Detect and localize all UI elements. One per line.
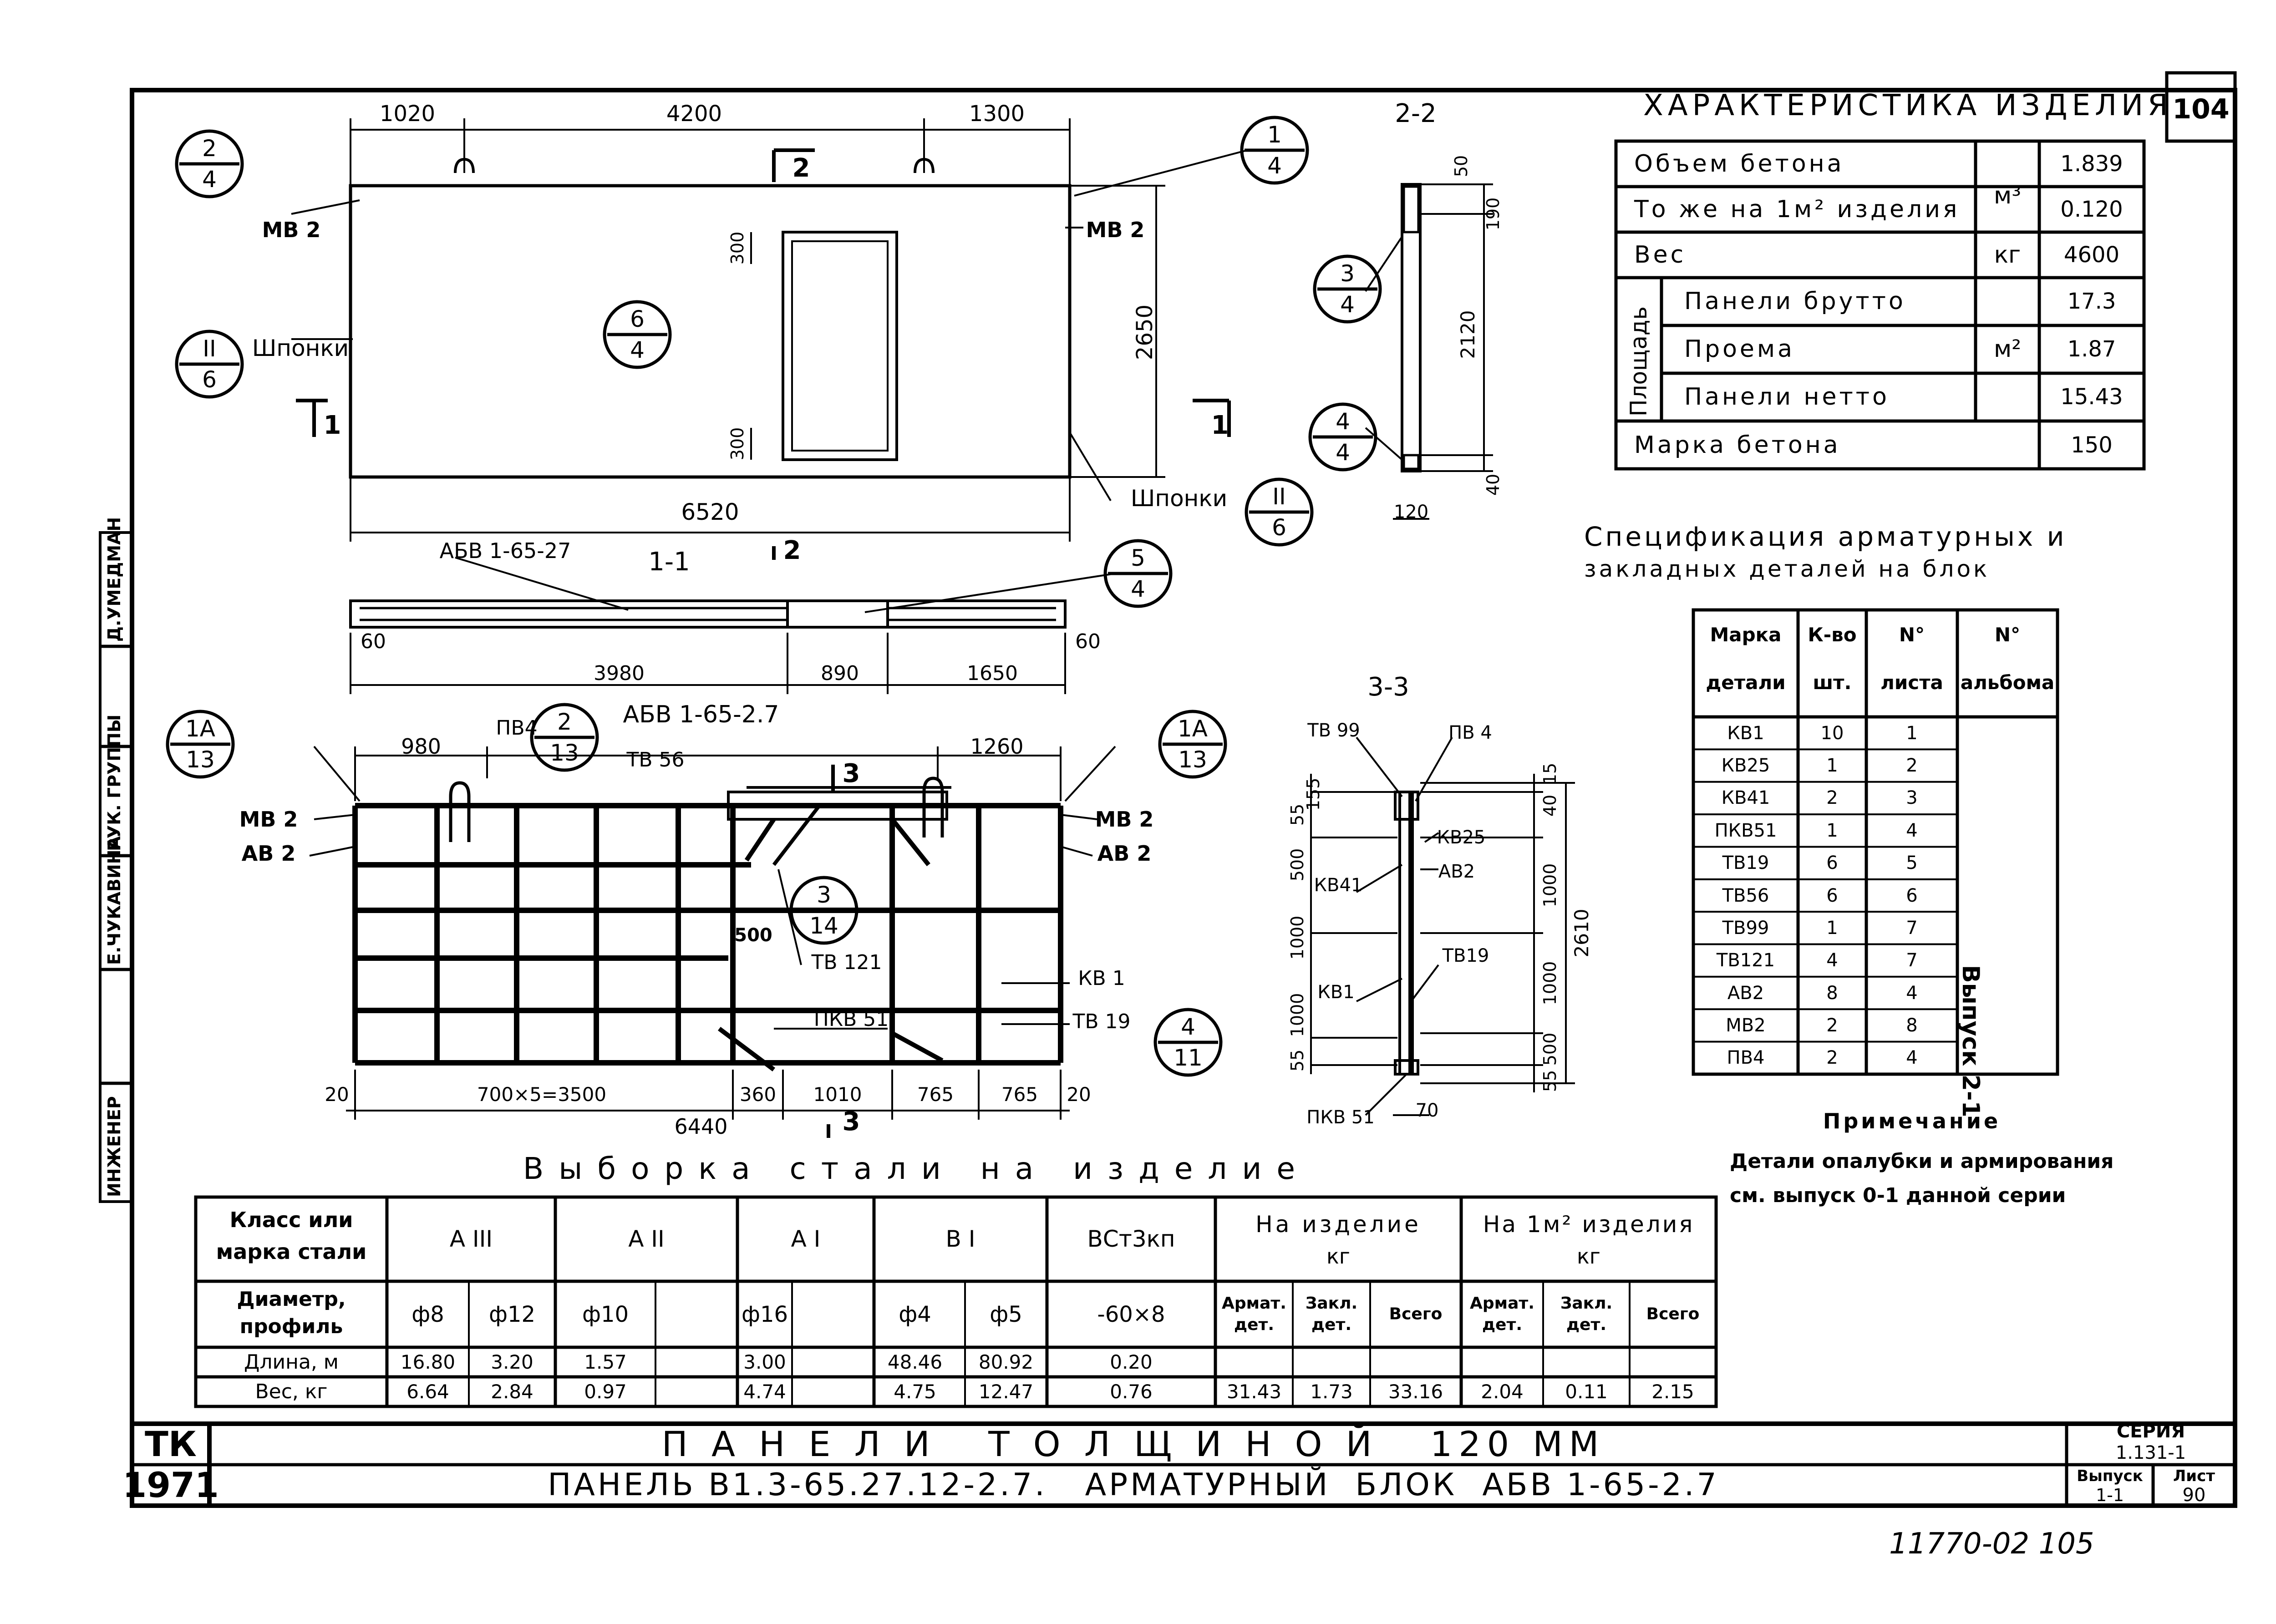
spec-cell-3-2: 4 (1906, 820, 1918, 841)
steel-total-2: 33.16 (1388, 1380, 1443, 1403)
dim-500: 500 (734, 925, 772, 946)
spec-cell-7-0: ТВ121 (1716, 950, 1775, 971)
char-label-1: То же на 1м² изделия (1634, 196, 1960, 223)
label-ab2-arm-left: АВ 2 (241, 841, 296, 866)
steel-diam-8: -60×8 (1097, 1302, 1165, 1327)
label-tb56: ТВ 56 (626, 748, 685, 771)
callout-sheet-12: 11 (1174, 1045, 1203, 1071)
char-value-3: 17.3 (2067, 289, 2116, 314)
dim-2-2-190: 190 (1483, 197, 1503, 231)
steel-weight-0: 6.64 (406, 1380, 449, 1403)
dim-1-1-4: 60 (1075, 630, 1101, 653)
panel-opening (783, 232, 897, 460)
callout-sheet-8: 13 (186, 746, 215, 773)
label-ab2-arm-right: АВ 2 (1097, 841, 1152, 866)
note-line-2: см. выпуск 0-1 данной серии (1730, 1184, 2066, 1207)
callout-sheet-3: 6 (202, 366, 217, 393)
dim-3-3-left-1: 155 (1303, 777, 1323, 811)
steel-length-4: 3.00 (743, 1351, 786, 1373)
callout-num-3: II (203, 335, 216, 362)
label-section-3-3: 3-3 (1367, 672, 1409, 702)
spec-cell-10-0: ПВ4 (1727, 1047, 1765, 1069)
label-3-3-0: ТВ 99 (1307, 720, 1360, 741)
spec-header-0-a: Марка (1710, 624, 1782, 646)
callout-sheet-2: 4 (630, 337, 645, 363)
steel-total-5: 2.15 (1651, 1380, 1694, 1403)
panel-elevation (351, 186, 1070, 477)
label-pb4: ПВ4 (496, 716, 538, 740)
sheet-frame (132, 90, 2235, 1506)
callout-num-7: 4 (1336, 408, 1350, 435)
spec-cell-1-1: 1 (1826, 755, 1838, 776)
spec-cell-8-2: 4 (1906, 982, 1918, 1004)
spec-header-3-b: альбома (1960, 671, 2055, 694)
char-unit-m2: м² (1993, 335, 2022, 363)
spec-header-1-b: шт. (1813, 671, 1852, 694)
spec-cell-10-2: 4 (1906, 1047, 1918, 1069)
char-value-1: 0.120 (2060, 197, 2123, 222)
spec-cell-3-0: ПКВ51 (1714, 820, 1777, 841)
steel-total-3: 2.04 (1481, 1380, 1524, 1403)
label-mb2-left: МВ 2 (262, 218, 321, 242)
dim-arm-bot-3: 1010 (813, 1083, 862, 1106)
dim-3-3-right-2: 1000 (1540, 863, 1560, 908)
title-org: ТК (145, 1424, 197, 1464)
spec-title-1: Спецификация арматурных и (1584, 521, 2067, 552)
stamp-name-2: Д.УМЕДМАН (104, 517, 124, 642)
dim-2-2-50: 50 (1451, 155, 1471, 178)
spec-header-2-a: N° (1899, 624, 1925, 646)
steel-weight-6: 4.75 (894, 1380, 936, 1403)
dim-3-3-left-5: 55 (1287, 1049, 1307, 1072)
steel-diam-label-2: профиль (239, 1315, 343, 1338)
dim-3-3-right-4: 500 (1540, 1032, 1560, 1066)
stamp-name-1: Е.ЧУКАВИНА (104, 836, 124, 965)
callout-sheet-0: 4 (202, 166, 217, 193)
section-mark-1-right: 1 (1211, 411, 1229, 440)
dim-arm-bot-4: 765 (917, 1083, 954, 1106)
label-mb2-arm-right: МВ 2 (1095, 807, 1154, 832)
callout-sheet-10: 13 (1178, 746, 1207, 773)
label-section-2-2: 2-2 (1395, 99, 1437, 128)
dim-3-3-right-1: 40 (1540, 794, 1560, 817)
steel-diam-0: ф8 (412, 1302, 444, 1327)
dim-1-1-0: 60 (361, 630, 386, 653)
spec-cell-9-0: МВ2 (1726, 1015, 1766, 1036)
steel-length-label: Длина, м (244, 1350, 339, 1374)
dim-arm-980: 980 (401, 734, 441, 759)
callout-num-2: 6 (630, 306, 645, 332)
char-label-0: Объем бетона (1634, 150, 1844, 178)
callout-num-6: 3 (1340, 260, 1355, 287)
steel-title: В ы б о р к а с т а л и н а и з д е л и е (523, 1151, 1298, 1186)
callout-num-8: 1А (185, 716, 216, 742)
char-unit-kg: кг (1994, 241, 2021, 269)
steel-sub-5: Всего (1646, 1304, 1700, 1324)
steel-sub-1: Закл. дет. (1305, 1294, 1358, 1334)
callout-num-5: 5 (1131, 545, 1145, 571)
dim-width: 6520 (681, 499, 739, 525)
steel-on-m2-2: кг (1577, 1244, 1600, 1269)
dim-arm-bot-6: 20 (1067, 1083, 1091, 1106)
callout-sheet-6: 4 (1340, 291, 1355, 318)
dim-2-2-120: 120 (1393, 502, 1429, 523)
section-1-1 (351, 601, 1065, 627)
stamp-head: РУК. ГРУППЫ (104, 714, 124, 851)
char-unit-m3: м³ (1993, 182, 2022, 209)
dim-2-2-2120: 2120 (1457, 310, 1479, 359)
callout-num-10: 1А (1177, 716, 1208, 742)
seria-value: 1.131-1 (2115, 1442, 2186, 1463)
dim-3-3-right-0: 15 (1540, 762, 1560, 785)
label-mb2-arm-left: МВ 2 (239, 807, 298, 832)
spec-header-0-b: детали (1706, 671, 1786, 694)
steel-total-4: 0.11 (1565, 1380, 1608, 1403)
dim-top-3: 1300 (969, 101, 1025, 127)
steel-length-8: 0.20 (1110, 1351, 1153, 1373)
spec-cell-3-1: 1 (1826, 820, 1838, 841)
callout-num-12: 4 (1181, 1014, 1195, 1040)
steel-diam-4: ф16 (741, 1302, 788, 1327)
dim-3-3-right-5: 55 (1540, 1070, 1560, 1092)
dim-3-3-left-0: 500 (1287, 848, 1307, 882)
title-sub: ПАНЕЛЬ В1.3-65.27.12-2.7. АРМАТУРНЫЙ БЛОК АБВ 1-65-2.7 (548, 1467, 1719, 1503)
steel-on-item-1: На изделие (1255, 1211, 1421, 1238)
dim-top-1: 1020 (379, 101, 436, 127)
spec-cell-0-2: 1 (1906, 722, 1918, 744)
steel-diam-2: ф10 (582, 1302, 629, 1327)
spec-cell-0-1: 10 (1820, 722, 1844, 744)
callout-num-4: II (1272, 483, 1286, 510)
label-shponki-right: Шпонки (1130, 485, 1228, 512)
dim-1-1-1: 3980 (594, 662, 645, 685)
dim-3-3-left-4: 1000 (1287, 993, 1307, 1037)
callout-num-9: 2 (557, 709, 572, 735)
dim-300-a: 300 (727, 231, 747, 265)
steel-diam-6: ф4 (899, 1302, 931, 1327)
spec-cell-9-1: 2 (1826, 1015, 1838, 1036)
section-mark-2: 2 (792, 153, 810, 183)
steel-weight-4: 4.74 (743, 1380, 786, 1403)
dim-3-3-right-3: 1000 (1540, 961, 1560, 1005)
steel-weight-2: 0.97 (584, 1380, 627, 1403)
spec-cell-0-0: КВ1 (1727, 722, 1764, 744)
label-3-3-5: ТВ19 (1442, 945, 1489, 966)
steel-weight-1: 2.84 (491, 1380, 533, 1403)
steel-group-0: А III (449, 1226, 493, 1252)
spec-cell-7-2: 7 (1906, 950, 1918, 971)
spec-cell-4-0: ТВ19 (1722, 853, 1769, 874)
spec-cell-5-2: 6 (1906, 885, 1918, 906)
label-tb19: ТВ 19 (1072, 1010, 1131, 1033)
steel-length-0: 16.80 (400, 1351, 456, 1373)
label-abv: АБВ 1-65-27 (439, 538, 571, 563)
steel-diam-label-1: Диаметр, (237, 1288, 346, 1311)
callout-sheet-1: 4 (1267, 152, 1282, 179)
dim-arm-bot-0: 20 (325, 1083, 349, 1106)
spec-header-3-a: N° (1994, 624, 2021, 646)
spec-cell-9-2: 8 (1906, 1015, 1918, 1036)
callout-num-0: 2 (202, 135, 217, 162)
steel-group-2: А I (791, 1226, 821, 1252)
dim-3-3-bottom: 70 (1415, 1100, 1439, 1121)
steel-sub-0: Армат. дет. (1222, 1294, 1286, 1334)
char-value-5: 15.43 (2060, 384, 2123, 410)
label-3-3-1: ПВ 4 (1448, 722, 1492, 743)
label-3-3-7: ПКВ 51 (1306, 1107, 1375, 1128)
spec-cell-10-1: 2 (1826, 1047, 1838, 1069)
dim-2-2-40: 40 (1483, 473, 1503, 496)
rebar-grid (355, 806, 1061, 1063)
stamp-engineer: ИНЖЕНЕР (104, 1096, 124, 1197)
spec-cell-6-0: ТВ99 (1722, 917, 1769, 939)
note-title: Примечание (1823, 1109, 2001, 1133)
label-kb1: КВ 1 (1078, 967, 1125, 990)
label-3-3-6: КВ1 (1317, 982, 1355, 1003)
spec-cell-7-1: 4 (1826, 950, 1838, 971)
steel-group-3: В I (945, 1226, 975, 1252)
spec-cell-5-1: 6 (1826, 885, 1838, 906)
bottom-note: 11770-02 105 (1889, 1527, 2094, 1561)
section-mark-3-bot: 3 (842, 1107, 860, 1137)
steel-weight-7: 12.47 (978, 1380, 1034, 1403)
label-3-3-4: КВ41 (1314, 875, 1363, 896)
label-pkb51: ПКВ 51 (813, 1008, 889, 1031)
section-mark-2-bottom: 2 (783, 536, 801, 565)
callout-sheet-9: 13 (550, 740, 579, 766)
steel-length-2: 1.57 (584, 1351, 627, 1373)
label-section-1-1: 1-1 (648, 547, 690, 577)
steel-total-0: 31.43 (1226, 1380, 1282, 1403)
spec-cell-6-2: 7 (1906, 917, 1918, 939)
char-label-6: Марка бетона (1634, 431, 1841, 459)
callout-sheet-11: 14 (809, 913, 838, 939)
vypusk-value: 1-1 (2095, 1485, 2124, 1505)
steel-on-m2-1: На 1м² изделия (1483, 1211, 1695, 1238)
char-value-4: 1.87 (2067, 336, 2116, 362)
dim-arm-bot-5: 765 (1001, 1083, 1038, 1106)
char-label-3: Панели брутто (1684, 288, 1906, 315)
spec-cell-1-2: 2 (1906, 755, 1918, 776)
dim-3-3-left-3: 1000 (1287, 915, 1307, 960)
char-area-label: Площадь (1626, 306, 1652, 416)
steel-sub-2: Всего (1389, 1304, 1443, 1324)
title-year: 1971 (122, 1465, 219, 1505)
dim-arm-total: 6440 (674, 1114, 728, 1139)
steel-diam-7: ф5 (990, 1302, 1022, 1327)
callout-num-11: 3 (817, 882, 831, 908)
section-mark-3-top: 3 (842, 759, 860, 788)
seria-label: СЕРИЯ (2116, 1421, 2185, 1442)
dim-1-1-2: 890 (821, 662, 859, 685)
note-line-1: Детали опалубки и армирования (1730, 1150, 2114, 1173)
steel-total-1: 1.73 (1310, 1380, 1353, 1403)
char-value-2: 4600 (2063, 242, 2120, 268)
label-abv2: АБВ 1-65-2.7 (623, 701, 779, 728)
callout-sheet-5: 4 (1131, 576, 1145, 602)
char-value-6: 150 (2071, 432, 2113, 458)
label-3-3-3: АВ2 (1438, 861, 1475, 882)
spec-header-2-b: листа (1880, 671, 1943, 694)
spec-cell-2-0: КВ41 (1721, 787, 1770, 809)
label-shponki-left: Шпонки (252, 335, 349, 361)
dim-top-2: 4200 (666, 101, 722, 127)
spec-cell-6-1: 1 (1826, 917, 1838, 939)
dim-300-b: 300 (727, 427, 747, 461)
steel-weight-label: Вес, кг (255, 1380, 328, 1403)
list-label: Лист (2173, 1467, 2215, 1485)
callout-num-1: 1 (1267, 122, 1282, 148)
dim-arm-bot-1: 700×5=3500 (477, 1083, 607, 1106)
dim-3-3-total: 2610 (1570, 908, 1593, 958)
label-tb121: ТВ 121 (811, 951, 882, 974)
callout-sheet-7: 4 (1336, 439, 1350, 466)
spec-cell-5-0: ТВ56 (1722, 885, 1769, 906)
list-value: 90 (2182, 1485, 2206, 1506)
spec-cell-8-1: 8 (1826, 982, 1838, 1004)
sheet-number: 104 (2172, 93, 2230, 125)
dim-1-1-3: 1650 (967, 662, 1018, 685)
steel-sub-3: Армат. дет. (1470, 1294, 1534, 1334)
dim-arm-1260: 1260 (970, 734, 1024, 759)
steel-class-label-2: марка стали (216, 1239, 367, 1264)
spec-header-1-a: К-во (1808, 624, 1857, 646)
steel-diam-1: ф12 (488, 1302, 536, 1327)
spec-album: Выпуск 2-1 (1957, 965, 1984, 1117)
steel-class-label-1: Класс или (229, 1208, 353, 1232)
characteristics-title: ХАРАКТЕРИСТИКА ИЗДЕЛИЯ (1643, 89, 2173, 122)
callout-sheet-4: 6 (1272, 514, 1286, 541)
title-main: П А Н Е Л И Т О Л Щ И Н О Й 120 ММ (661, 1424, 1605, 1464)
spec-cell-8-0: АВ2 (1727, 982, 1764, 1004)
section-mark-1-left: 1 (323, 411, 341, 440)
spec-cell-4-1: 6 (1826, 853, 1838, 874)
spec-title-2: закладных деталей на блок (1584, 556, 1990, 582)
steel-group-1: А II (628, 1226, 665, 1252)
steel-weight-8: 0.76 (1110, 1380, 1153, 1403)
char-value-0: 1.839 (2060, 151, 2123, 177)
label-3-3-2: КВ25 (1437, 827, 1486, 848)
steel-length-7: 80.92 (978, 1351, 1034, 1373)
label-mb2-right: МВ 2 (1086, 218, 1145, 242)
char-label-5: Панели нетто (1684, 383, 1890, 411)
spec-cell-2-2: 3 (1906, 787, 1918, 809)
steel-group-4: ВСт3кп (1087, 1226, 1175, 1252)
steel-length-1: 3.20 (491, 1351, 533, 1373)
spec-cell-2-1: 2 (1826, 787, 1838, 809)
spec-cell-1-0: КВ25 (1721, 755, 1770, 776)
char-label-2: Вес (1634, 241, 1687, 269)
spec-cell-4-2: 5 (1906, 853, 1918, 874)
steel-length-6: 48.46 (887, 1351, 943, 1373)
vypusk-label: Выпуск (2077, 1467, 2143, 1485)
dim-height: 2650 (1132, 304, 1158, 360)
dim-arm-bot-2: 360 (739, 1083, 777, 1106)
char-label-4: Проема (1684, 335, 1795, 363)
steel-sub-4: Закл. дет. (1560, 1294, 1613, 1334)
dim-3-3-left-2: 55 (1287, 803, 1307, 826)
steel-on-item-2: кг (1326, 1244, 1350, 1269)
